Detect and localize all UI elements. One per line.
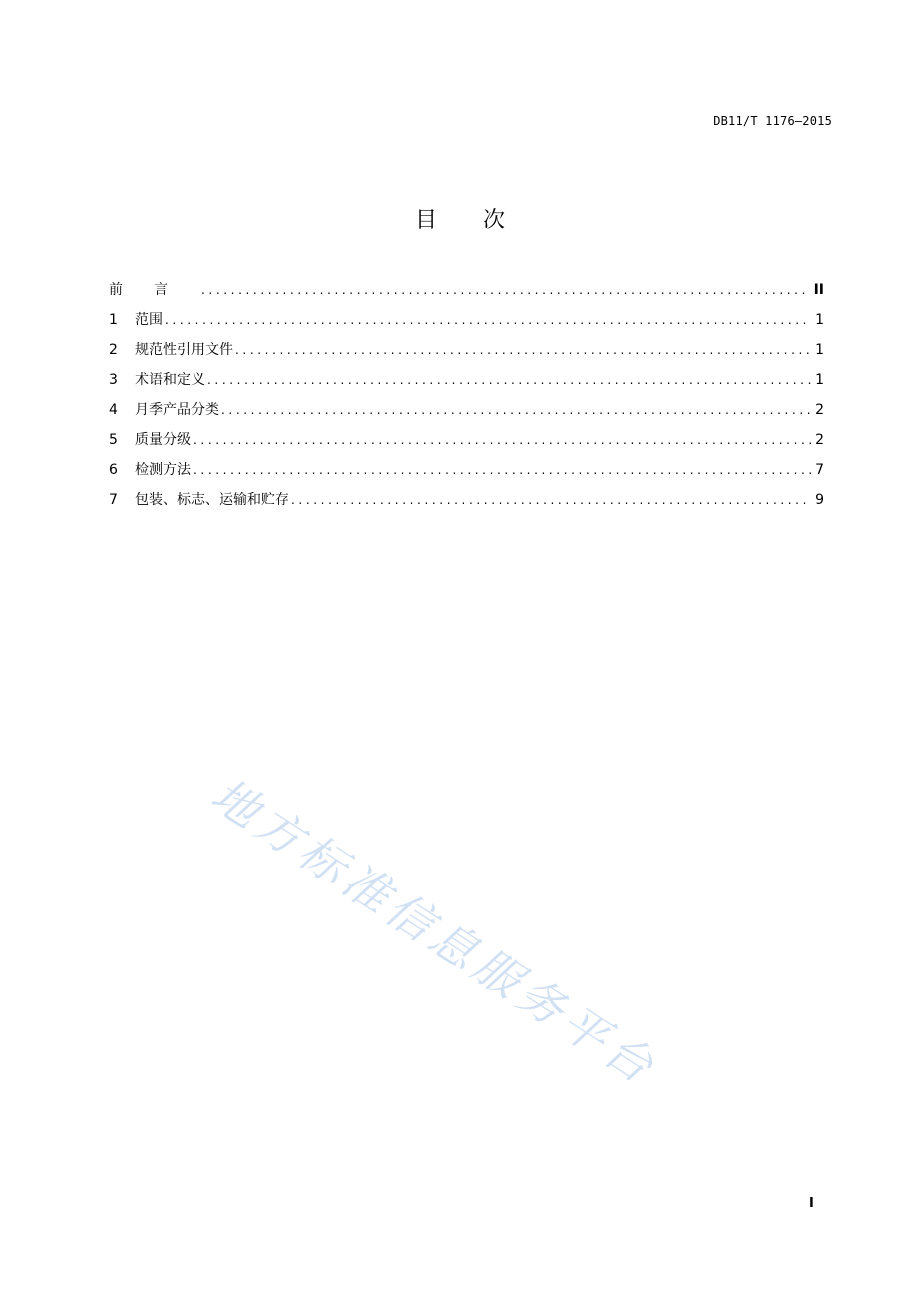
toc-entry-number: 3 (109, 372, 118, 388)
toc-leader-dots (193, 428, 811, 452)
watermark: 地方标准信息服务平台 (201, 767, 668, 1097)
toc-entry-label: 月季产品分类 (135, 402, 219, 418)
toc-entry-normative-references[interactable] (109, 338, 824, 368)
toc-entry-number: 1 (109, 312, 118, 328)
toc-entry-product-classification[interactable] (109, 398, 824, 428)
toc-entry-number: 5 (109, 432, 118, 448)
page-number: I (809, 1196, 814, 1211)
toc-entry-foreword[interactable] (109, 278, 824, 308)
toc-leader-dots (207, 368, 811, 392)
toc-entry-page: II (813, 282, 824, 298)
toc-entry-label: 包装、标志、运输和贮存 (135, 492, 289, 508)
toc-entry-label: 前言 (109, 282, 199, 298)
toc-entry-packaging-storage[interactable] (109, 488, 824, 518)
table-of-contents (109, 278, 824, 518)
toc-entry-page: 2 (815, 432, 824, 448)
document-code: DB11/T 1176—2015 (713, 114, 832, 128)
toc-leader-dots (221, 398, 811, 422)
toc-entry-number: 6 (109, 462, 118, 478)
toc-title: 目次 (414, 208, 551, 233)
toc-entry-scope[interactable] (109, 308, 824, 338)
toc-entry-page: 1 (815, 372, 824, 388)
toc-leader-dots (165, 308, 811, 332)
toc-entry-number: 4 (109, 402, 118, 418)
toc-entry-terms-definitions[interactable] (109, 368, 824, 398)
toc-entry-page: 2 (815, 402, 824, 418)
toc-entry-label: 术语和定义 (135, 372, 205, 388)
toc-entry-page: 9 (815, 492, 824, 508)
toc-entry-label: 规范性引用文件 (135, 342, 233, 358)
toc-entry-quality-grading[interactable] (109, 428, 824, 458)
toc-leader-dots (201, 278, 810, 302)
toc-entry-page: 1 (815, 312, 824, 328)
toc-entry-label: 检测方法 (135, 462, 191, 478)
toc-leader-dots (235, 338, 811, 362)
toc-entry-test-methods[interactable] (109, 458, 824, 488)
toc-entry-page: 1 (815, 342, 824, 358)
toc-entry-number: 7 (109, 492, 118, 508)
toc-leader-dots (291, 488, 811, 512)
toc-entry-label: 质量分级 (135, 432, 191, 448)
toc-leader-dots (193, 458, 811, 482)
toc-entry-number: 2 (109, 342, 118, 358)
toc-entry-label: 范围 (135, 312, 163, 328)
toc-entry-page: 7 (815, 462, 824, 478)
